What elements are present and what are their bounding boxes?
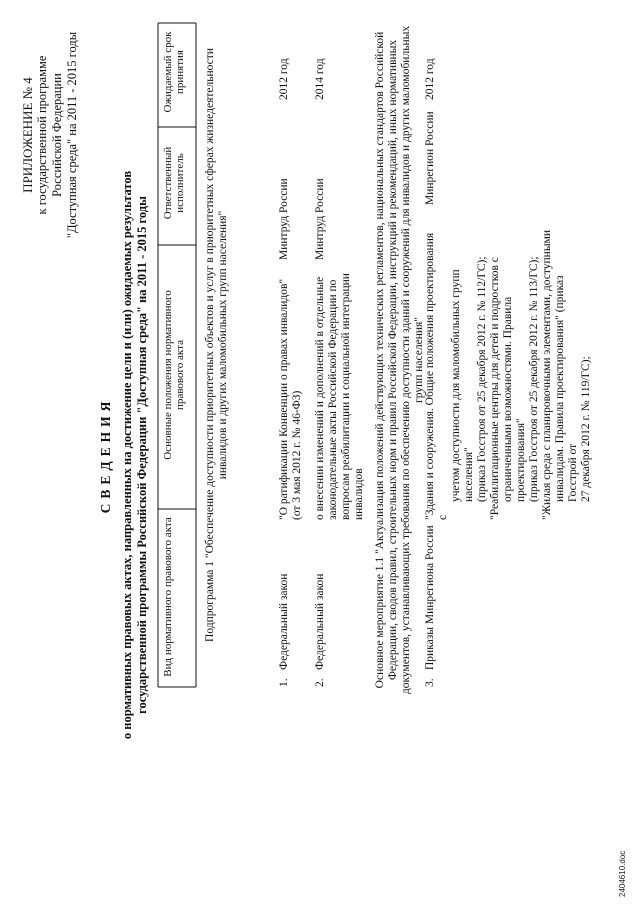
main-measure-1-1-heading: Основное мероприятие 1.1 "Актуализация положений действующих технических регламентов, национальных стандартов Российской Федерации, сводов правил, строительных норм и правил Российской Федерации, инструкций и рекомендаций, иных нормативных документов, устанавливающих требования по обеспечению доступности зданий и сооружений для инвалидов и других маломобильных групп населения" [374,25,425,695]
subtitle-line-1: о нормативных правовых актах, направленных на достижение цели и (или) ожидаемых результатов [120,170,134,740]
row-2-provisions: о внесении изменений и дополнений в отдельные законодательные акты Российской Федерации по вопросам реабилитации и социальной интеграции инвалидов [314,273,365,520]
row-3-provisions-line: учетом доступности для маломобильных групп населения" [450,269,475,502]
appendix-line-4: "Доступная среда" на 2011 - 2015 годы [65,31,79,239]
appendix-number: ПРИЛОЖЕНИЕ № 4 [20,77,35,193]
row-2-number: 2. [314,678,326,687]
row-3-number: 3. [424,678,436,687]
row-3-provisions-line: (приказ Госстроя от 25 декабря 2012 г. № 113/ГС); [528,256,540,502]
document-title: СВЕДЕНИЯ [98,396,113,514]
row-2-term: 2014 год [314,58,326,100]
row-1-provisions: "О ратификации Конвенции о правах инвалидов" (от 3 мая 2012 г. № 46-ФЗ) [278,278,303,520]
document-file-id: 2404610.doc [618,850,627,897]
row-3-provisions-line: инвалидам. Правила проектирования" (приказ Госстрой от [554,275,579,502]
document-subtitle [120,55,150,855]
subtitle-line-2: государственной программы Российской Федерации "Доступная среда" на 2011 - 2015 годы [135,196,149,714]
row-3-executor: Минрегион России [424,111,436,205]
header-expected-term: Ожидаемый срок принятия [162,31,186,113]
row-3-provisions-line: "Реабилитационные центры для детей и подростков с [489,257,501,520]
header-act-type: Вид нормативного правового акта [162,517,174,677]
row-1-term: 2012 год [278,58,290,100]
row-3-provisions-line: ограниченными возможностями. Правила проектирования" [502,296,527,502]
header-main-provisions: Основные положения нормативного правового акта [162,290,186,460]
appendix-line-2: к государственной программе [35,55,49,215]
appendix-header [20,5,80,265]
row-3-provisions-line: "Здания и сооружения. Общие положения проектирования с [424,232,449,520]
row-3-provisions-line: "Жилая среда с планировочными элементами, доступными [541,230,553,520]
row-1-act-type: Федеральный закон [278,573,290,670]
row-1-number: 1. [278,678,290,687]
row-3-provisions [424,230,593,520]
row-3-act-type: Приказы Минрегиона России [424,525,436,670]
row-2-act-type: Федеральный закон [314,573,326,670]
header-responsible-executor: Ответственный исполнитель [162,146,186,220]
row-2-executor: Минтруд России [314,178,326,260]
row-3-provisions-line: (приказ Госстроя от 25 декабря 2012 г. № 112/ГС); [476,256,488,502]
row-3-provisions-line: 27 декабря 2012 г. № 119/ГС); [580,356,592,502]
row-3-term: 2012 год [424,58,436,100]
subprogram-1-heading: Подпрограмма 1 "Обеспечение доступности приоритетных объектов и услуг в приоритетных сферах жизнедеятельности инвалидов и других маломобильных групп населения" [204,48,229,642]
row-1-executor: Минтруд России [278,178,290,260]
appendix-line-3: Российской Федерации [50,73,64,197]
